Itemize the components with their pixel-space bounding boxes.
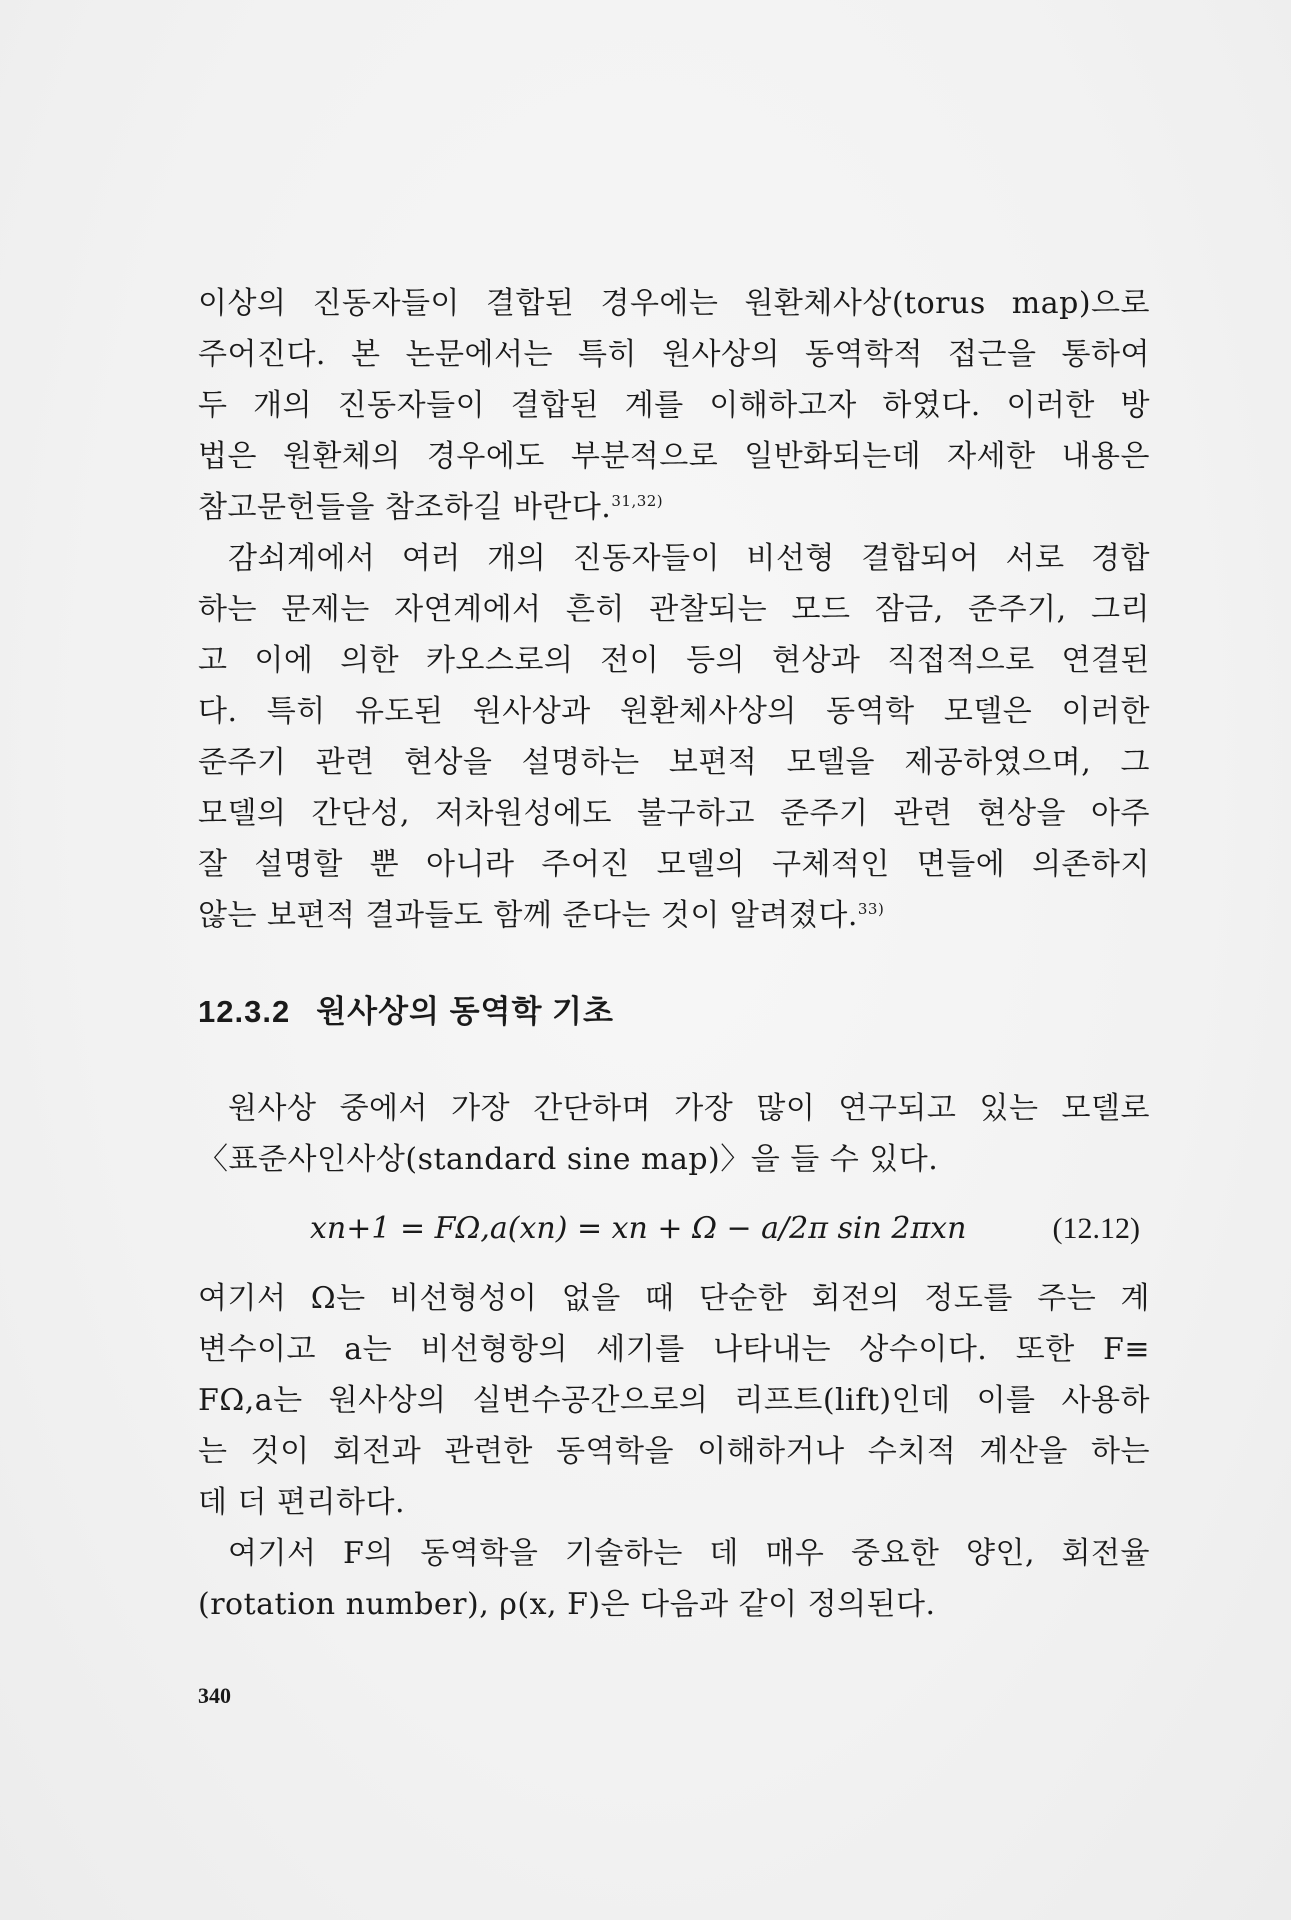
text-line: 여기서 Ω는 비선형성이 없을 때 단순한 회전의 정도를 주는 계 — [198, 1281, 1150, 1316]
text-line: (rotation number), ρ(x, F)은 다음과 같이 정의된다. — [198, 1587, 936, 1622]
text-line: 변수이고 a는 비선형항의 세기를 나타내는 상수이다. 또한 F≡ — [198, 1332, 1150, 1367]
text-line: 는 것이 회전과 관련한 동역학을 이해하거나 수치적 계산을 하는 — [198, 1434, 1150, 1469]
paragraph-omega-definition — [198, 1273, 1150, 1528]
text-line — [198, 482, 1150, 533]
section-number: 12.3.2 — [198, 994, 291, 1029]
section-heading — [198, 987, 1150, 1037]
paragraph-standard-sine-map — [198, 1083, 1150, 1185]
text-line: 두 개의 진동자들이 결합된 계를 이해하고자 하였다. 이러한 방 — [198, 388, 1150, 423]
text-line-body: 않는 보편적 결과들도 함께 준다는 것이 알려졌다. — [198, 898, 858, 933]
text-line: 감쇠계에서 여러 개의 진동자들이 비선형 결합되어 서로 경합 — [228, 541, 1150, 576]
text-line: 준주기 관련 현상을 설명하는 보편적 모델을 제공하였으며, 그 — [198, 745, 1150, 780]
text-line: FΩ,a는 원사상의 실변수공간으로의 리프트(lift)인데 이를 사용하 — [198, 1383, 1150, 1418]
paragraph-torus-map — [198, 278, 1150, 533]
equation: xn+1 = FΩ,a(xn) = xn + Ω − a/2π sin 2πxn — [310, 1211, 967, 1246]
text-line: 하는 문제는 자연계에서 흔히 관찰되는 모드 잠금, 준주기, 그리 — [198, 592, 1150, 627]
paragraph-damped-systems — [198, 533, 1150, 941]
text-line: 원사상 중에서 가장 간단하며 가장 많이 연구되고 있는 모델로 — [228, 1091, 1150, 1126]
equation-number: (12.12) — [1052, 1212, 1140, 1245]
text-line: 잘 설명할 뿐 아니라 주어진 모델의 구체적인 면들에 의존하지 — [198, 847, 1150, 882]
text-line: 고 이에 의한 카오스로의 전이 등의 현상과 직접적으로 연결된 — [198, 643, 1150, 678]
reference-superscript: 31,32) — [611, 492, 664, 510]
text-line: 법은 원환체의 경우에도 부분적으로 일반화되는데 자세한 내용은 — [198, 439, 1150, 474]
text-line: 여기서 F의 동역학을 기술하는 데 매우 중요한 양인, 회전율 — [228, 1536, 1150, 1571]
section-title: 원사상의 동역학 기초 — [316, 994, 614, 1029]
text-line: 모델의 간단성, 저차원성에도 불구하고 준주기 관련 현상을 아주 — [198, 796, 1150, 831]
text-line: 〈표준사인사상(standard sine map)〉을 들 수 있다. — [198, 1142, 939, 1177]
text-line: 데 더 편리하다. — [198, 1485, 405, 1520]
page-content — [198, 278, 1150, 1630]
text-line: 이상의 진동자들이 결합된 경우에는 원환체사상(torus map)으로 — [198, 286, 1150, 321]
page-number: 340 — [198, 1683, 231, 1708]
paragraph-rotation-number — [198, 1528, 1150, 1630]
text-line: 주어진다. 본 논문에서는 특히 원사상의 동역학적 접근을 통하여 — [198, 337, 1150, 372]
text-line-body: 참고문헌들을 참조하길 바란다. — [198, 490, 612, 525]
text-line — [198, 890, 1150, 941]
reference-superscript: 33) — [857, 900, 885, 918]
text-line: 다. 특히 유도된 원사상과 원환체사상의 동역학 모델은 이러한 — [198, 694, 1150, 729]
equation-row — [198, 1199, 1150, 1259]
